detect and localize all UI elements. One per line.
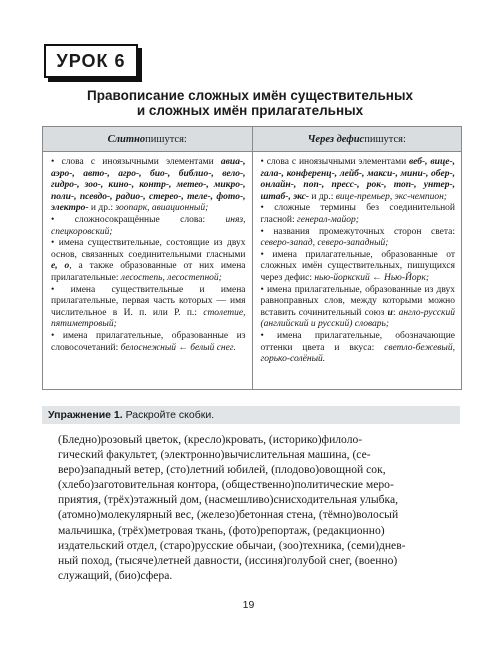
rule-item: • имена прилагательные, образованные от сложных имён существительных, пишущихся через дефис: нью-йоркский ← Нью-Йорк;: [260, 249, 455, 283]
lesson-label: УРОК 6: [56, 50, 126, 71]
exercise-line: мальчишка, (трёх)метровая ткань, (фото)репортаж, (редакционно): [58, 523, 385, 537]
exercise-line: (атомно)молекулярный вес, (железо)бетонная стена, (тёмно)волосый: [58, 508, 399, 522]
exercise-line: приятия, (трёх)этажный дом, (насмешливо)снисходительная улыбка,: [58, 493, 399, 507]
rule-item: • имена прилагательные, образованные из двух равноправных слов, между которыми можно вставить сочинительный союз и: англо-русский (английский и русский) словарь;: [260, 284, 455, 330]
rule-item: • имена прилагательные, обозначающие оттенки цвета и вкуса: светло-бежевый, горько-солёный.: [260, 330, 455, 365]
exercise-line: (Бледно)розовый цветок, (кресло)кровать, (историко)филоло-: [58, 433, 363, 446]
exercise-line: гический факультет, (электронно)вычислительная машина, (се-: [58, 448, 371, 462]
page-number: 19: [242, 599, 255, 611]
exercise-line: веро)западный ветер, (сто)летний юбилей, (плодово)овощной сок,: [58, 463, 386, 477]
left-column: [43, 152, 253, 389]
exercise-line: издательский отдел, (старо)русские обычаи, (зоо)техника, (семи)днев-: [58, 538, 406, 552]
right-column-header: Через дефис пишутся:: [307, 133, 406, 145]
rule-item: • слова с иноязычными элементами веб-, вице-, гала-, конференц-, лейб-, макси-, мини-, обер-, онлайн-, поп-, пресс-, рок-, топ-, унтер-, штаб-, экс- и др.: вице-премьер, экс-чемпион;: [260, 157, 455, 202]
lesson-badge: [44, 44, 138, 78]
title-line-1: Правописание сложных имён существительных: [87, 88, 413, 103]
right-column: [253, 152, 462, 389]
exercise-line: (хлебо)заготовительная контора, (общественно)политические меро-: [58, 478, 394, 492]
rule-item: • имена существительные и имена прилагательные, первая часть которых — имя числительное в И. п. или Р. п.: столетие, пятиметровый;: [51, 284, 246, 330]
exercise-line: служащий, (био)сфера.: [58, 568, 173, 582]
left-column-header: Слитно пишутся:: [43, 127, 253, 151]
table-header: [43, 127, 461, 152]
exercise-header: [42, 406, 460, 424]
page-title: [40, 88, 460, 118]
exercise-instruction: Раскройте скобки.: [122, 409, 215, 421]
exercise-text: [58, 432, 458, 583]
rule-item: • сложносокращённые слова: иняз, спецкоровский;: [51, 214, 246, 237]
rule-item: • имена прилагательные, образованные из словосочетаний: белоснежный ← белый снег.: [51, 330, 246, 353]
exercise-line: ный поход, (тысяче)летней давности, (иссиня)голубой снег, (военно): [58, 553, 398, 567]
rule-item: • сложные термины без соединительной гласной: генерал-майор;: [260, 203, 455, 225]
exercise-label: Упражнение 1.: [48, 409, 123, 421]
rule-item: • имена существительные, состоящие из двух основ, связанных соединительными гласными е, о, а также образованные от них имена прилагательные: лесостепь, лесостепной;: [51, 238, 246, 283]
rules-table: [42, 126, 462, 390]
rule-item: • названия промежуточных сторон света: северо-запад, северо-западный;: [260, 226, 455, 249]
rule-item: • слова с иноязычными элементами авиа-, аэро-, авто-, агро-, био-, библио-, вело-, гидро-, зоо-, кино-, контр-, метео-, микро-, поли-, псевдо-, радио-, стерео-, теле-, фото-, электро- и др.: зоопарк, авиационный;: [51, 157, 246, 214]
title-line-2: и сложных имён прилагательных: [136, 103, 364, 118]
